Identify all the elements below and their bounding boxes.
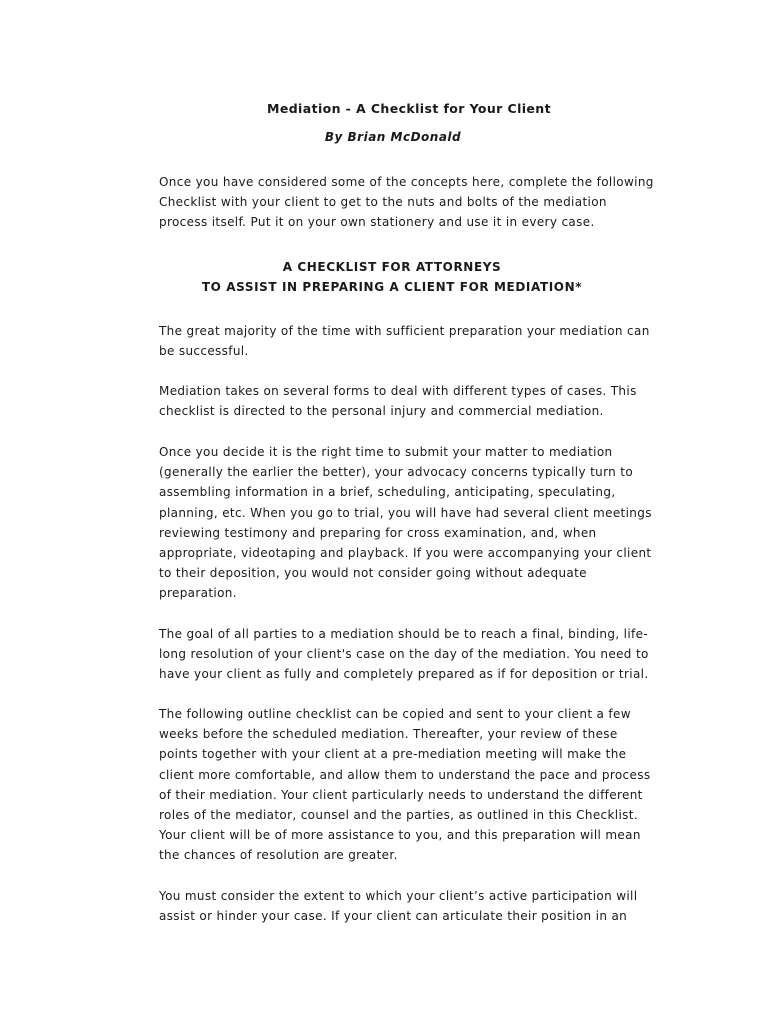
body-paragraph-3 [159, 381, 637, 421]
paragraph-line: long resolution of your client's case on the day of the mediation. You need to [159, 647, 649, 662]
paragraph-line: have your client as fully and completely prepared as if for deposition or trial. [159, 667, 649, 682]
paragraph-line: points together with your client at a pre-mediation meeting will make the [159, 747, 627, 762]
body-paragraph-4 [159, 442, 652, 604]
body-paragraph-6 [159, 704, 651, 866]
paragraph-line: reviewing testimony and preparing for cross examination, and, when [159, 525, 597, 540]
paragraph-line: The goal of all parties to a mediation should be to reach a final, binding, life- [159, 627, 649, 641]
paragraph-line: Your client will be of more assistance to you, and this preparation will mean [159, 828, 641, 843]
body-paragraph-2 [159, 321, 650, 361]
paragraph-line: assembling information in a brief, scheduling, anticipating, speculating, [159, 485, 616, 500]
paragraph-line: client more comfortable, and allow them to understand the pace and process [159, 767, 651, 782]
paragraph-line: to their deposition, you would not consider going without adequate [159, 566, 587, 581]
author-byline: By Brian McDonald [324, 130, 462, 144]
paragraph-line: The following outline checklist can be copied and sent to your client a few [159, 707, 631, 721]
paragraph-line: preparation. [159, 586, 237, 601]
paragraph-line: Mediation takes on several forms to deal with different types of cases. This [159, 384, 637, 398]
section-heading-line-2: TO ASSIST IN PREPARING A CLIENT FOR MEDIATION* [201, 280, 583, 294]
paragraph-line: roles of the mediator, counsel and the parties, as outlined in this Checklist. [159, 808, 638, 823]
paragraph-line: appropriate, videotaping and playback. If you were accompanying your client [159, 546, 652, 561]
section-heading-line-1: A CHECKLIST FOR ATTORNEYS [282, 260, 502, 274]
paragraph-line: The great majority of the time with sufficient preparation your mediation can [159, 324, 650, 338]
intro-paragraph [159, 172, 654, 233]
paragraph-line: checklist is directed to the personal injury and commercial mediation. [159, 404, 604, 419]
paragraph-line: You must consider the extent to which your client’s active participation will [159, 889, 638, 903]
paragraph-line: planning, etc. When you go to trial, you will have had several client meetings [159, 505, 652, 520]
paragraph-line: the chances of resolution are greater. [159, 848, 398, 863]
paragraph-line: Checklist with your client to get to the nuts and bolts of the mediation [159, 195, 607, 210]
paragraph-line: of their mediation. Your client particularly needs to understand the different [159, 787, 643, 802]
paragraph-line: Once you have considered some of the concepts here, complete the following [159, 175, 654, 189]
body-paragraph-5 [159, 624, 649, 685]
body-paragraph-7 [159, 886, 638, 926]
paragraph-line: weeks before the scheduled mediation. Thereafter, your review of these [159, 727, 618, 742]
paragraph-line: (generally the earlier the better), your advocacy concerns typically turn to [159, 465, 634, 480]
paragraph-line: Once you decide it is the right time to submit your matter to mediation [159, 445, 613, 459]
document-title: Mediation - A Checklist for Your Client [266, 101, 551, 116]
paragraph-line: assist or hinder your case. If your client can articulate their position in an [159, 909, 628, 924]
paragraph-line: be successful. [159, 344, 249, 359]
paragraph-line: process itself. Put it on your own stationery and use it in every case. [159, 215, 595, 230]
